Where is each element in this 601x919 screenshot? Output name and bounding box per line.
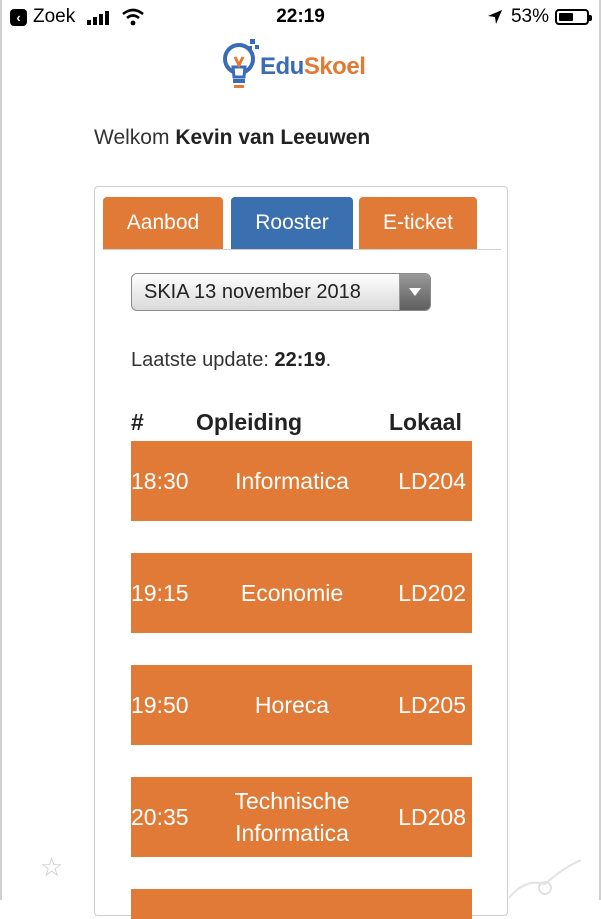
row-time: 18:30	[131, 467, 189, 494]
welcome-message	[94, 126, 370, 150]
status-bar	[0, 0, 601, 34]
location-arrow-icon	[487, 9, 503, 25]
row-program: Economie	[240, 580, 344, 606]
logo-text: EduSkoel	[260, 53, 366, 80]
row-time: 19:15	[131, 579, 189, 606]
status-right	[487, 6, 589, 28]
eduskoel-logo	[222, 37, 392, 97]
battery-icon	[555, 9, 589, 25]
user-name: Kevin van Leeuwen	[175, 126, 371, 149]
row-room: LD202	[398, 579, 466, 606]
row-room: LD205	[398, 691, 466, 718]
last-update-label: Laatste update:	[131, 349, 269, 371]
back-to-app-label[interactable]: Zoek	[33, 6, 76, 27]
tab-aanbod[interactable]: Aanbod	[103, 197, 223, 249]
row-program: Horeca	[254, 692, 330, 718]
last-update: Laatste update: 22:19.	[131, 349, 332, 371]
schedule-card	[94, 186, 508, 916]
chevron-down-icon[interactable]	[399, 274, 430, 310]
decorative-outline-icon	[505, 858, 585, 900]
header-opleiding: Opleiding	[196, 409, 303, 435]
table-row[interactable]	[131, 665, 472, 745]
last-update-time: 22:19	[274, 349, 326, 371]
table-row[interactable]	[131, 777, 472, 857]
row-time: 19:50	[131, 691, 189, 718]
row-program: Informatica	[235, 468, 349, 494]
row-room: LD204	[398, 467, 466, 494]
clock: 22:19	[276, 6, 325, 27]
event-select-value: SKIA 13 november 2018	[144, 281, 361, 303]
left-border	[0, 0, 2, 900]
header-number: #	[131, 409, 144, 435]
table-row[interactable]	[131, 441, 472, 521]
tab-e-ticket[interactable]: E-ticket	[359, 197, 477, 249]
lightbulb-icon	[222, 37, 260, 95]
back-to-app-icon[interactable]: ‹	[10, 9, 27, 26]
event-select[interactable]	[131, 273, 431, 311]
row-program: Technische Informatica	[234, 788, 350, 846]
tab-bar	[103, 197, 501, 250]
header-lokaal: Lokaal	[389, 409, 462, 435]
tab-rooster[interactable]: Rooster	[231, 197, 353, 249]
table-row[interactable]	[131, 553, 472, 633]
welcome-prefix: Welkom	[94, 126, 170, 149]
row-room: LD208	[398, 803, 466, 830]
star-icon[interactable]: ☆	[40, 852, 64, 882]
table-row[interactable]	[131, 889, 472, 919]
row-time: 20:35	[131, 803, 189, 830]
battery-percentage: 53%	[510, 6, 549, 27]
